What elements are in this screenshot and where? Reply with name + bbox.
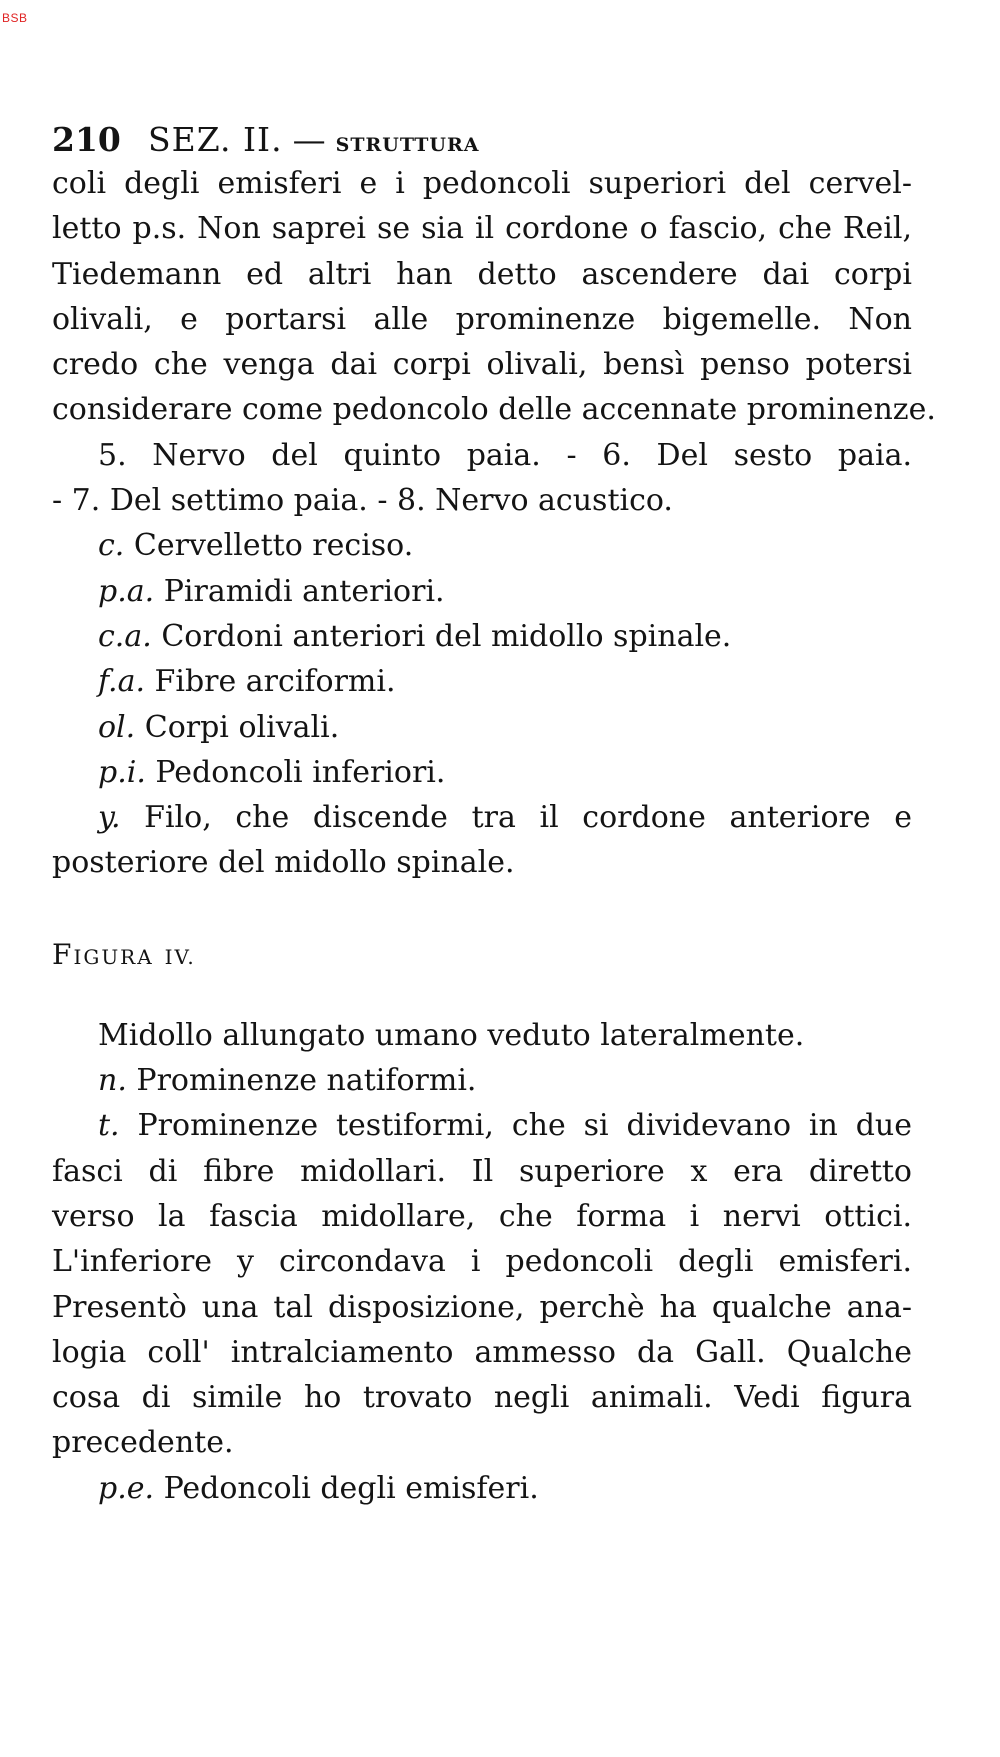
legend-text: Corpi olivali. <box>144 709 340 745</box>
text-line: - 7. Del settimo paia. - 8. Nervo acustico. <box>52 483 673 519</box>
text-line: posteriore del midollo spinale. <box>52 845 515 881</box>
legend-entry <box>52 659 912 704</box>
legend-label: p.e. <box>98 1470 155 1506</box>
legend-entry <box>52 1058 912 1103</box>
legend-entry <box>52 569 912 614</box>
figure-caption: Midollo allungato umano veduto lateralmente. <box>98 1017 805 1053</box>
legend-text: Pedoncoli inferiori. <box>155 754 446 790</box>
legend-text: Cervelletto reciso. <box>133 528 414 564</box>
text-line: olivali, e portarsi alle prominenze bigemelle. Non <box>52 301 912 337</box>
text-line: cosa di simile ho trovato negli animali. Vedi figura <box>52 1380 912 1416</box>
legend-entry-pedoncoli-emisferi <box>52 1466 912 1511</box>
legend-text: Cordoni anteriori del midollo spinale. <box>161 618 732 654</box>
paragraph-pedoncoli <box>52 161 936 433</box>
text-line: considerare come pedoncolo delle accennate prominenze. <box>52 392 936 428</box>
legend-entry <box>52 705 912 750</box>
legend-entry <box>52 523 912 568</box>
legend-text: Prominenze natiformi. <box>136 1063 477 1099</box>
text-line: fasci di fibre midollari. Il superiore x era diretto <box>52 1153 912 1189</box>
header-dash: — <box>292 120 326 159</box>
legend-text: Pedoncoli degli emisferi. <box>163 1470 539 1506</box>
text-line: letto p.s. Non saprei se sia il cordone o fascio, che Reil, <box>52 211 912 247</box>
text-line: Tiedemann ed altri han detto ascendere dai corpi <box>52 256 912 292</box>
legend-text: Filo, che discende tra il cordone anteriore e <box>144 800 912 836</box>
text-line: logia coll' intralciamento ammesso da Gall. Qualche <box>52 1334 912 1370</box>
text-line: Presentò una tal disposizione, perchè ha qualche ana- <box>52 1289 912 1325</box>
figure-heading-initial: F <box>52 937 74 971</box>
legend-entry-first-line <box>52 795 912 840</box>
legend-label: p.i. <box>98 754 146 790</box>
section-title: STRUTTURA <box>335 134 480 156</box>
legend-entry <box>52 614 912 659</box>
legend-label: c.a. <box>98 618 152 654</box>
legend-entry-filo <box>52 795 912 886</box>
figure-heading <box>52 938 912 971</box>
library-watermark: BSB <box>2 11 28 25</box>
legend-entry <box>52 750 912 795</box>
running-header <box>52 120 912 159</box>
legend-text: Prominenze testiformi, che si dividevano in due <box>137 1108 912 1144</box>
legend-label: p.a. <box>98 573 155 609</box>
figure-heading-word: IGURA <box>73 944 154 969</box>
legend-text: Piramidi anteriori. <box>163 573 445 609</box>
legend-entry-first-line <box>52 1103 912 1148</box>
legend-label: ol. <box>98 709 136 745</box>
legend-label: t. <box>98 1108 120 1144</box>
book-page <box>52 120 936 1511</box>
legend-label: c. <box>98 528 125 564</box>
legend-label: f.a. <box>98 664 145 700</box>
text-line: 5. Nervo del quinto paia. - 6. Del sesto paia. <box>98 437 912 473</box>
text-line: L'inferiore y circondava i pedoncoli degli emisferi. <box>52 1244 912 1280</box>
page-number: 210 <box>52 120 121 159</box>
text-line: credo che venga dai corpi olivali, bensì penso potersi <box>52 347 912 383</box>
legend-label: y. <box>98 800 121 836</box>
text-line: coli degli emisferi e i pedoncoli superiori del cervel- <box>52 166 912 201</box>
legend-text: Fibre arciformi. <box>154 664 396 700</box>
section-number: SEZ. II. <box>148 120 283 159</box>
legend-list <box>52 523 912 795</box>
legend-entry-nerves <box>52 433 912 524</box>
figure-number: IV. <box>164 944 196 969</box>
legend-label: n. <box>98 1063 127 1099</box>
figure-legend-list <box>52 1058 912 1103</box>
text-line: precedente. <box>52 1425 234 1461</box>
text-line: verso la fascia midollare, che forma i nervi ottici. <box>52 1198 912 1234</box>
legend-entry-testiformi <box>52 1103 912 1465</box>
